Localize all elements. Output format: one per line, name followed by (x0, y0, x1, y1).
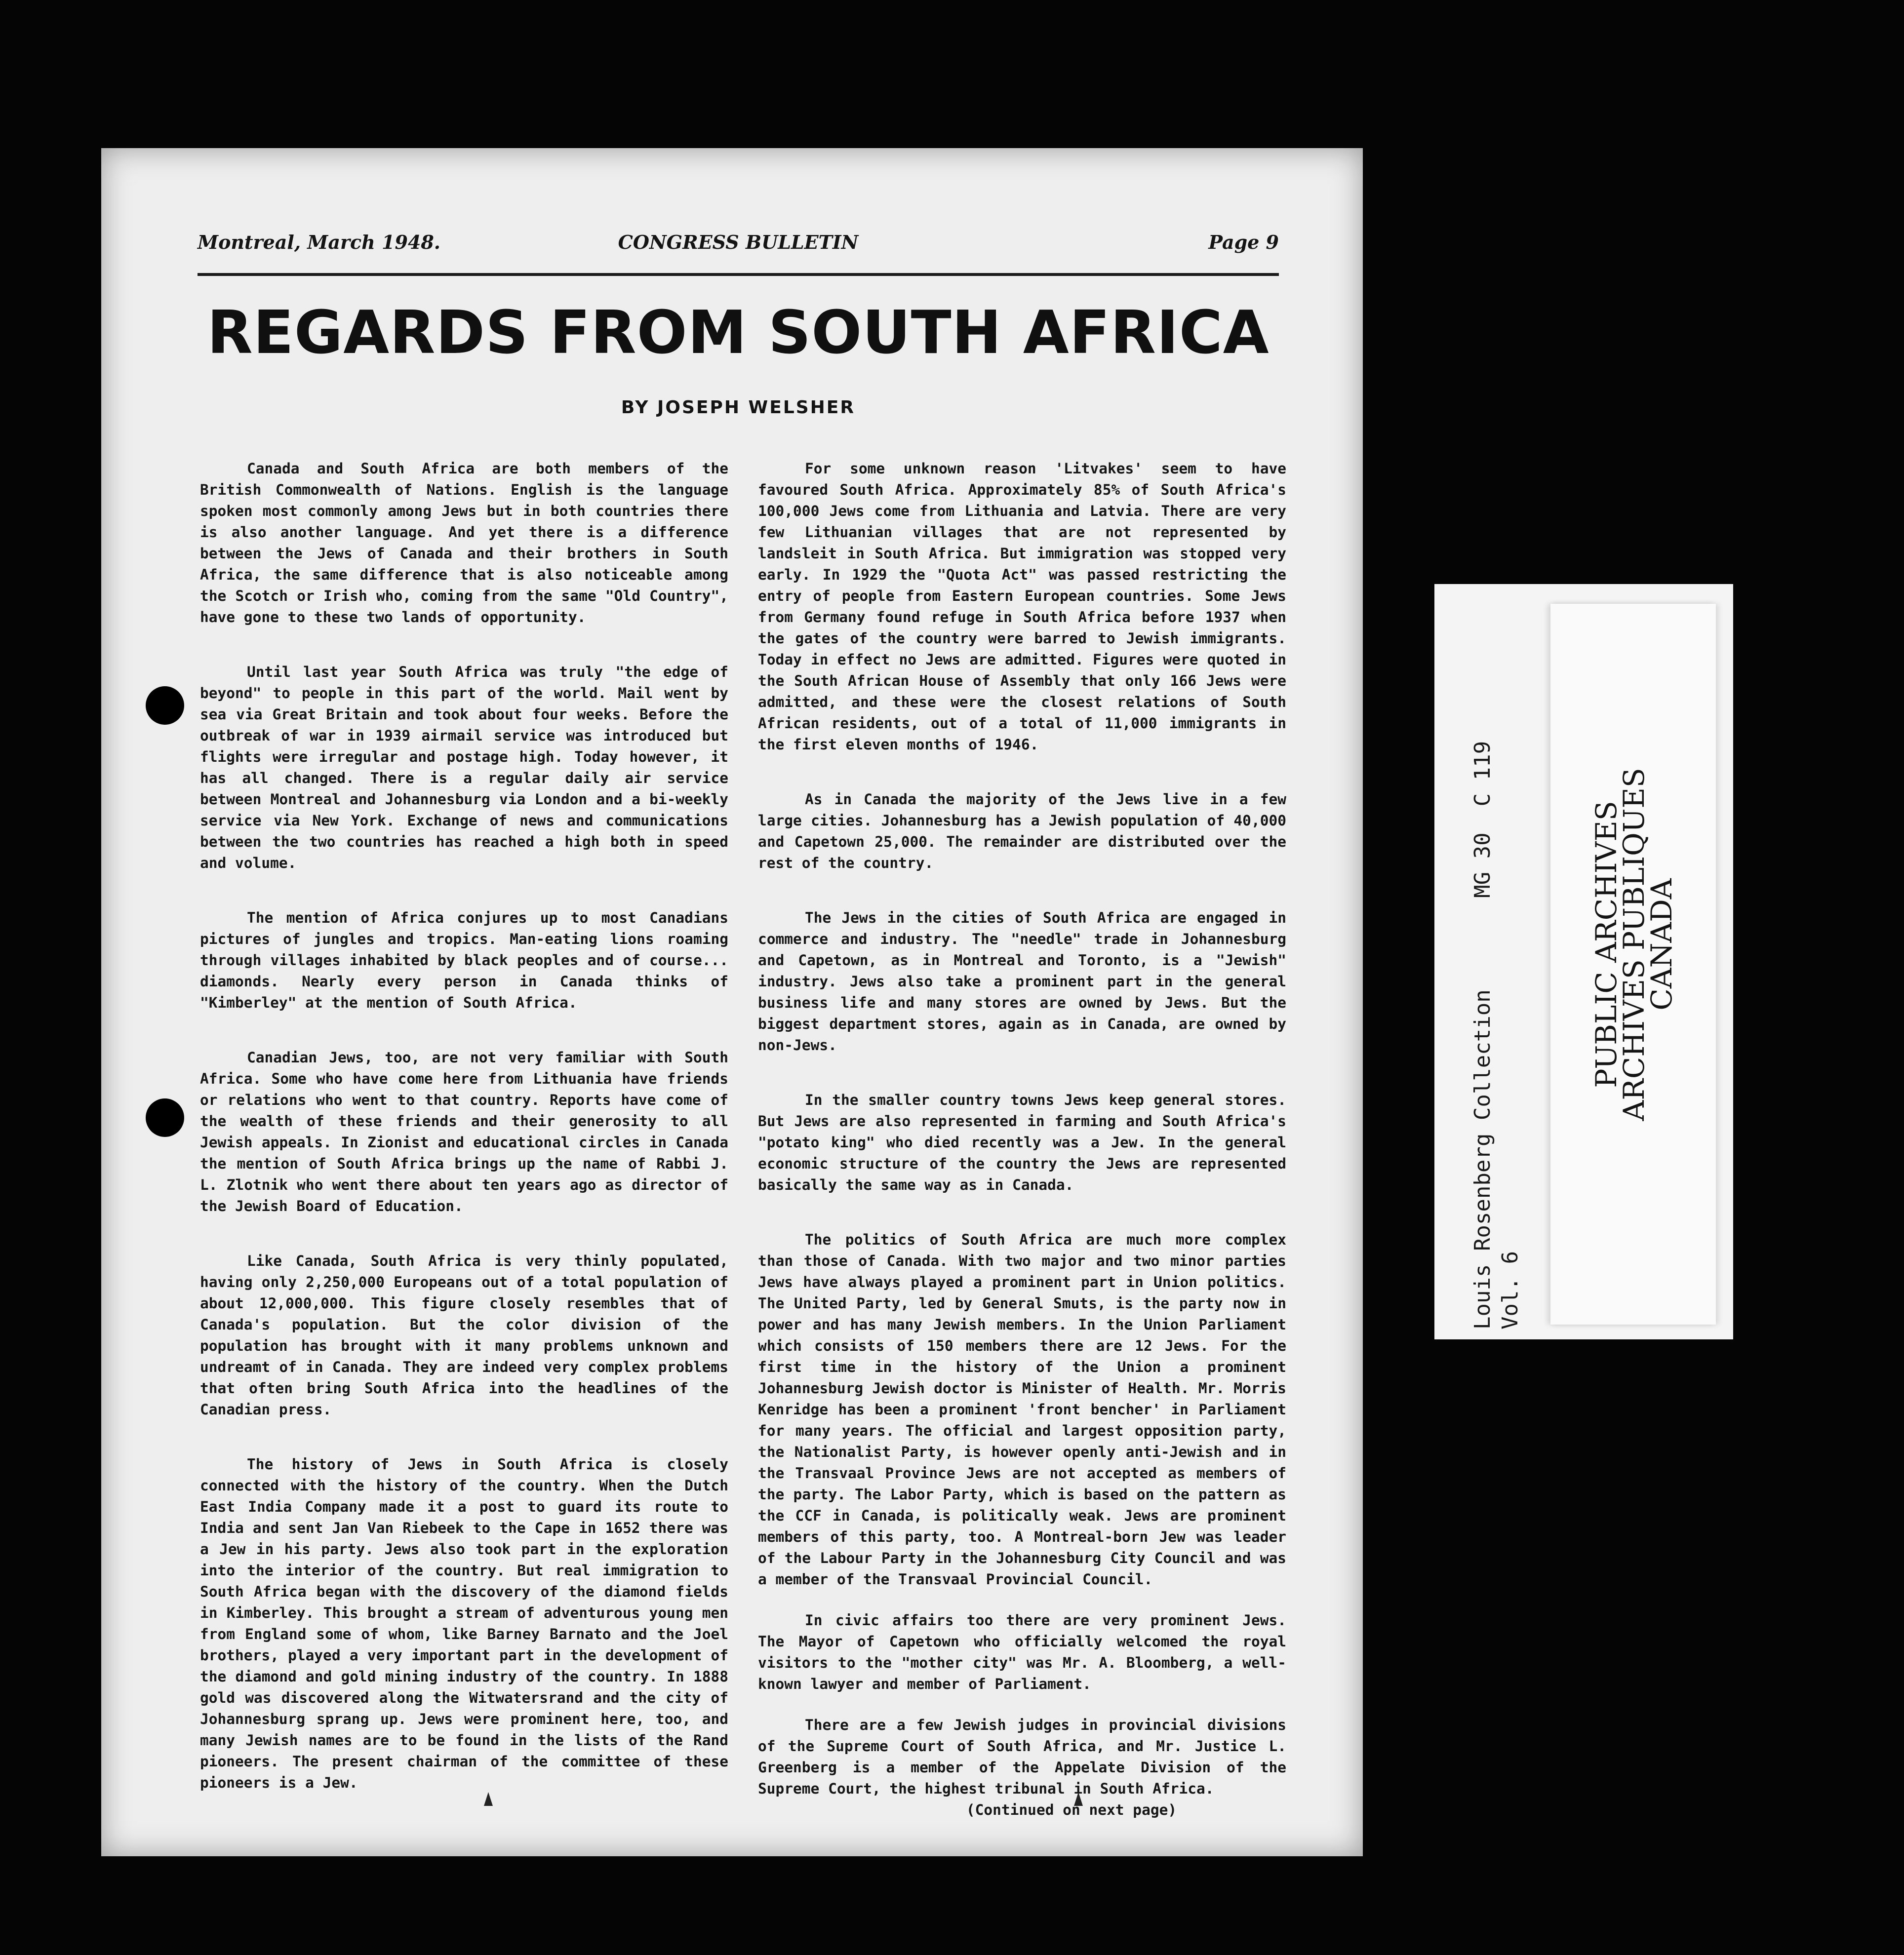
page-header (198, 231, 1279, 266)
collection-text (1469, 589, 1524, 1329)
collection-volume: Vol. 6 (1498, 1251, 1523, 1329)
bulletin-page (101, 148, 1363, 1856)
article-byline: BY JOSEPH WELSHER (621, 397, 856, 418)
paragraph: There are a few Jewish judges in provincial divisions of the Supreme Court of South Africa, and Mr. Justice L. Greenberg is a member of the Appelate Division of the Supreme Court, the highest tribunal in South Africa. (758, 1717, 1286, 1797)
left-column (200, 458, 728, 1827)
paragraph: Canadian Jews, too, are not very familiar with South Africa. Some who have come here from Lithuania have friends or relations who went to that country. Reports have come of the wealth of these friends and their generosity to all Jewish appeals. In Zionist and educational circles in Canada the mention of South Africa brings up the name of Rabbi J. L. Zlotnik who went there about ten years ago as director of the Jewish Board of Education. (200, 1049, 728, 1214)
collection-name: Louis Rosenberg Collection (1470, 989, 1495, 1329)
paragraph: As in Canada the majority of the Jews live in a few large cities. Johannesburg has a Jewish population of 40,000 and Capetown 25,000. The remainder are distributed over the rest of the country. (758, 791, 1286, 871)
paragraph: The history of Jews in South Africa is closely connected with the history of the country. When the Dutch East India Company made it a post to guard its route to India and sent Jan Van Riebeek to the Cape in 1652 there was a Jew in his party. Jews also took part in the exploration into the interior of the country. But real immigration to South Africa began with the discovery of the diamond fields in Kimberley. This brought a stream of adventurous young men from England some of whom, like Barney Barnato and the Joel brothers, played a very important part in the development of the diamond and gold mining industry of the country. In 1888 gold was discovered along the Witwatersrand and the city of Johannesburg sprang up. Jews were prominent here, too, and many Jewish names are to be found in the lists of the Rand pioneers. The present chairman of the committee of these pioneers is a Jew. (200, 1456, 728, 1791)
article-title: REGARDS FROM SOUTH AFRICA (207, 299, 1269, 367)
paragraph: Until last year South Africa was truly "the edge of beyond" to people in this part of the world. Mail went by sea via Great Britain and took about four weeks. Before the outbreak of war in 1939 airmail service was introduced but flights were irregular and postage high. Today however, it has all changed. There is a regular daily air service between Montreal and Johannesburg via London and a bi-weekly service via New York. Exchange of news and communications between the two countries has reached a high both in speed and volume. (200, 664, 728, 871)
header-page-number: Page 9 (1208, 231, 1279, 253)
header-publication: CONGRESS BULLETIN (618, 231, 859, 253)
punch-hole (146, 686, 184, 725)
archives-stamp (1589, 722, 1678, 1167)
paragraph: The Jews in the cities of South Africa are engaged in commerce and industry. The "needle" trade in Johannesburg and Capetown, as in Montreal and Toronto, is a "Jewish" industry. Jews also take a prominent part in the general business life and many stores are owned by Jews. But the biggest department stores, again as in Canada, are owned by non-Jews. (758, 909, 1286, 1054)
collection-reference: MG 30 C 119 (1470, 741, 1495, 898)
archives-country: CANADA (1645, 878, 1678, 1011)
header-rule (198, 273, 1279, 276)
punch-hole (146, 1098, 184, 1137)
paragraph: The mention of Africa conjures up to most Canadians pictures of jungles and tropics. Man-eating lions roaming through villages inhabited by black peoples and of course... diamonds. Nearly every person in Canada thinks of "Kimberley" at the mention of South Africa. (200, 909, 728, 1011)
right-column (758, 458, 1286, 1821)
archives-english: PUBLIC ARCHIVES (1589, 801, 1623, 1088)
continued-note: (Continued on next page) (966, 1801, 1177, 1818)
paragraph: Canada and South Africa are both members of the British Commonwealth of Nations. English is the language spoken most commonly among Jews but in both countries there is also another language. And yet there is a difference between the Jews of Canada and their brothers in South Africa, the same difference that is also noticeable among the Scotch or Irish who, coming from the same "Old Country", have gone to these two lands of opportunity. (200, 460, 728, 626)
paragraph: Like Canada, South Africa is very thinly populated, having only 2,250,000 Europeans out of a total population of about 12,000,000. This figure closely resembles that of Canada's population. But the color division of the population has brought with it many problems unknown and undreamt of in Canada. They are indeed very complex problems that often bring South Africa into the headlines of the Canadian press. (200, 1252, 728, 1418)
fold-mark (484, 1792, 493, 1806)
archives-french: ARCHIVES PUBLIQUES (1617, 768, 1651, 1121)
paragraph: For some unknown reason 'Litvakes' seem to have favoured South Africa. Approximately 85% of South Africa's 100,000 Jews come from Lithuania and Latvia. There are very few Lithuanian villages that are not represented by landsleit in South Africa. But immigration was stopped very early. In 1929 the "Quota Act" was passed restricting the entry of people from Eastern European countries. Some Jews from Germany found refuge in South Africa before 1937 when the gates of the country were barred to Jewish immigrants. Today in effect no Jews are admitted. Figures were quoted in the South African House of Assembly that only 166 Jews were admitted, and these were the closest relations of South African residents, out of a total of 11,000 immigrants in the first eleven months of 1946. (758, 460, 1286, 753)
fold-mark (1074, 1792, 1083, 1806)
archive-label (1434, 584, 1733, 1339)
paragraph: In the smaller country towns Jews keep general stores. But Jews are also represented in farming and South Africa's "potato king" who died recently was a Jew. In the general economic structure of the country the Jews are represented basically the same way as in Canada. (758, 1092, 1286, 1193)
header-date: Montreal, March 1948. (198, 231, 440, 253)
paragraph: In civic affairs too there are very prominent Jews. The Mayor of Capetown who officially welcomed the royal visitors to the "mother city" was Mr. A. Bloomberg, a well-known lawyer and member of Parliament. (758, 1612, 1286, 1692)
paragraph: The politics of South Africa are much more complex than those of Canada. With two major and two minor parties Jews have always played a prominent part in Union politics. The United Party, led by General Smuts, is the party now in power and has many Jewish members. In the Union Parliament which consists of 150 members there are 12 Jews. For the first time in the history of the Union a prominent Johannesburg Jewish doctor is Minister of Health. Mr. Morris Kenridge has been a prominent 'front bencher' in Parliament for many years. The official and largest opposition party, the Nationalist Party, is however openly anti-Jewish and in the Transvaal Province Jews are not accepted as members of the party. The Labor Party, which is based on the pattern as the CCF in Canada, is politically weak. Jews are prominent members of this party, too. A Montreal-born Jew was leader of the Labour Party in the Johannesburg City Council and was a member of the Transvaal Provincial Council. (758, 1231, 1286, 1588)
